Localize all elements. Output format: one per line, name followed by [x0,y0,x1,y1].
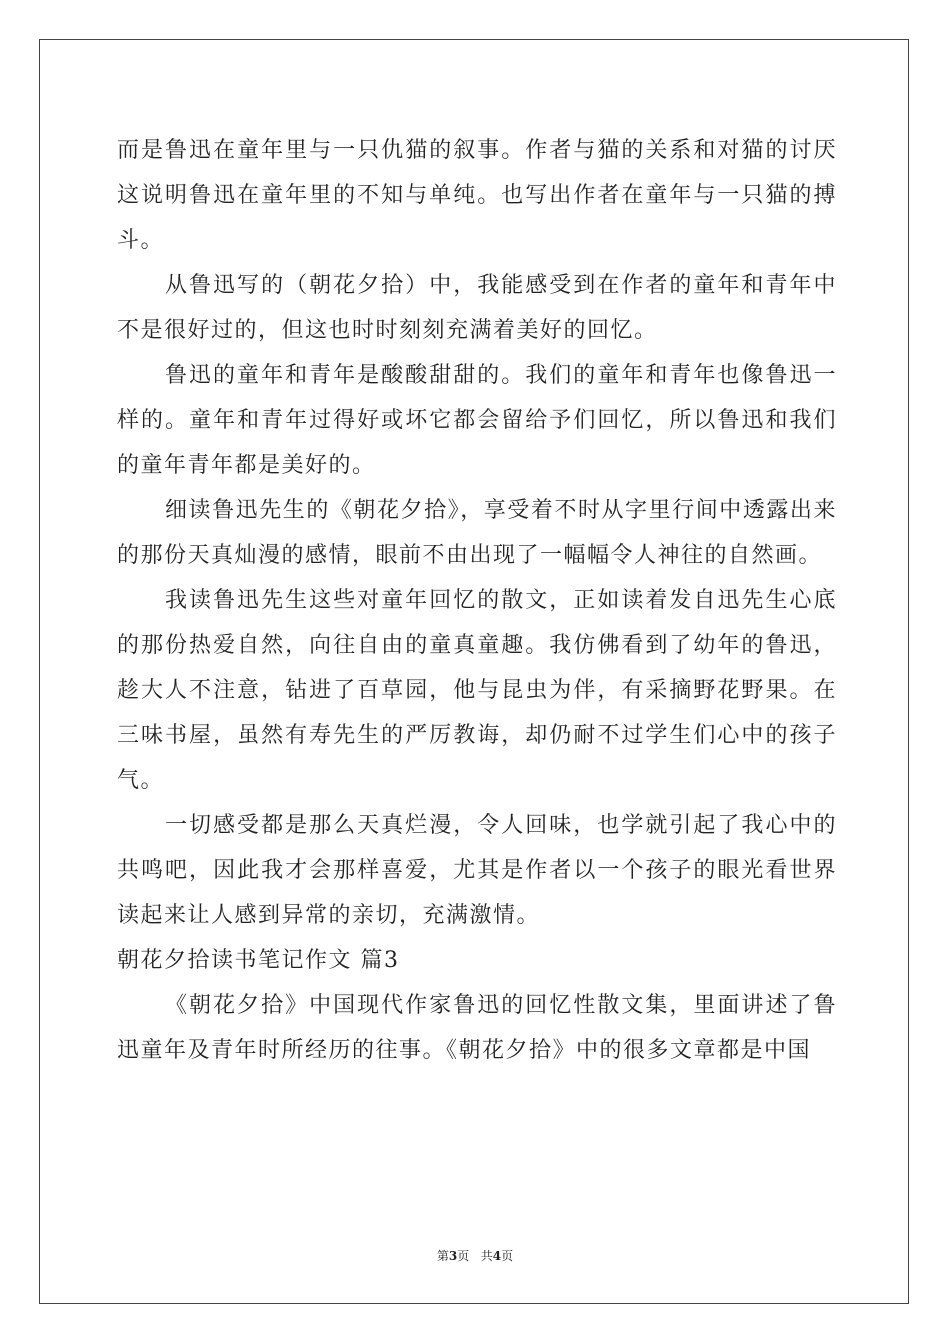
total-pages: 4 [492,1249,502,1263]
section-paragraph: 《朝花夕拾》中国现代作家鲁迅的回忆性散文集，里面讲述了鲁迅童年及青年时所经历的往事。《朝花夕拾》中的很多文章都是中国 [117,993,837,1063]
paragraph-6: 一切感受都是那么天真烂漫，令人回味，也学就引起了我心中的共鸣吧，因此我才会那样喜爱，尤其是作者以一个孩子的眼光看世界读起来让人感到异常的亲切，充满激情。 [117,813,837,928]
paragraph-5: 我读鲁迅先生这些对童年回忆的散文，正如读着发自迅先生心底的那份热爱自然，向往自由的童真童趣。我仿佛看到了幼年的鲁迅，趁大人不注意，钻进了百草园，他与昆虫为伴，有采摘野花野果。在三味书屋，虽然有寿先生的严厉教诲，却仍耐不过学生们心中的孩子气。 [117,588,837,793]
paragraph-1: 而是鲁迅在童年里与一只仇猫的叙事。作者与猫的关系和对猫的讨厌这说明鲁迅在童年里的不知与单纯。也写出作者在童年与一只猫的搏斗。 [117,138,837,253]
section-heading: 朝花夕拾读书笔记作文 篇3 [117,948,400,973]
paragraph-2: 从鲁迅写的（朝花夕拾）中，我能感受到在作者的童年和青年中不是很好过的，但这也时时刻刻充满着美好的回忆。 [117,273,837,343]
total-prefix: 共 [480,1249,493,1263]
document-body [117,128,837,1073]
page-suffix: 页 [457,1249,470,1263]
page-footer [0,1247,950,1264]
paragraph-3: 鲁迅的童年和青年是酸酸甜甜的。我们的童年和青年也像鲁迅一样的。童年和青年过得好或坏它都会留给予们回忆，所以鲁迅和我们的童年青年都是美好的。 [117,363,837,478]
paragraph-4: 细读鲁迅先生的《朝花夕拾》，享受着不时从字里行间中透露出来的那份天真灿漫的感情，眼前不由出现了一幅幅令人神往的自然画。 [117,498,837,568]
total-suffix: 页 [501,1249,514,1263]
page-number: 3 [448,1249,458,1263]
page-prefix: 第 [436,1249,449,1263]
